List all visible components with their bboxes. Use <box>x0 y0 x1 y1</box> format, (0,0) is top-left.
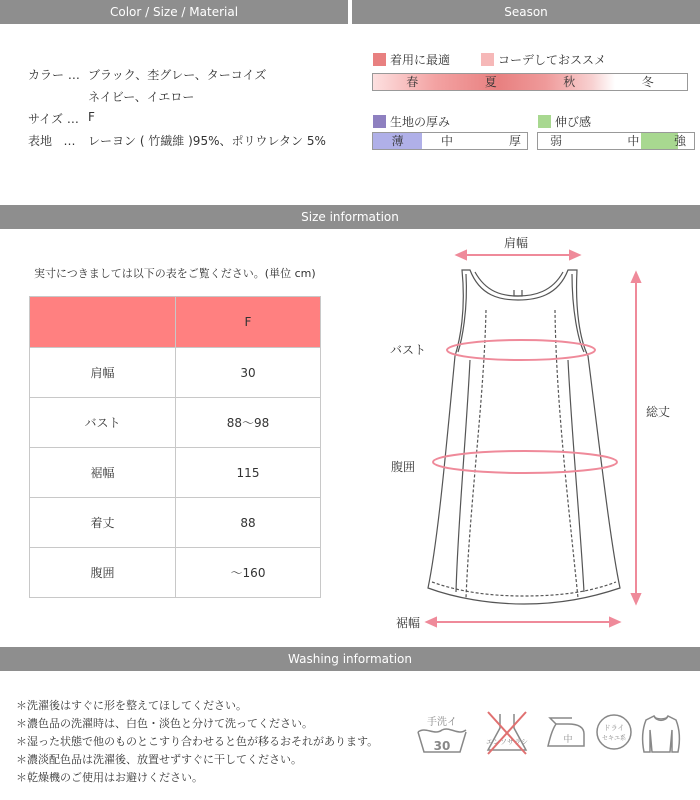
legend-coord-label: コーデしておススメ <box>498 53 607 67</box>
row-label: バスト <box>30 398 176 448</box>
row-value: 30 <box>176 348 321 398</box>
season-scale <box>372 73 688 91</box>
stretch-swatch <box>538 115 551 128</box>
season-spring: 春 <box>406 75 419 89</box>
dryclean-icon <box>594 712 634 752</box>
season-autumn: 秋 <box>563 75 576 89</box>
stretch-label: 伸び感 <box>555 115 592 129</box>
washing-note: ＊洗濯後はすぐに形を整えてほしてください。 <box>16 699 247 712</box>
size-table <box>29 296 321 598</box>
thickness-swatch <box>373 115 386 128</box>
season-winter: 冬 <box>641 75 654 89</box>
table-column-f: F <box>176 297 321 348</box>
table-row <box>30 548 321 598</box>
legend-best <box>373 51 450 68</box>
dry-sub-label: セキユ系 <box>601 735 627 742</box>
coord-swatch <box>481 53 494 66</box>
table-row <box>30 498 321 548</box>
stretch-scale <box>537 132 695 150</box>
legend-best-label: 着用に最適 <box>390 53 451 67</box>
stretch-weak: 弱 <box>550 134 563 148</box>
color-value: ブラック、杢グレー、ターコイズ <box>88 68 267 82</box>
legend-thickness <box>373 113 450 130</box>
table-row <box>30 398 321 448</box>
row-label: 裾幅 <box>30 448 176 498</box>
season-summer: 夏 <box>484 75 497 89</box>
diagram-label-length: 総丈 <box>646 405 671 419</box>
best-swatch <box>373 53 386 66</box>
row-value: 115 <box>176 448 321 498</box>
size-value: F <box>88 110 95 124</box>
row-value: 88〜98 <box>176 398 321 448</box>
handwash-label: 手洗イ <box>427 717 457 728</box>
season-header: Season <box>352 0 700 24</box>
separator: … <box>63 134 76 148</box>
bleach-label: エンソサラシ <box>486 738 528 746</box>
table-header-row <box>30 297 321 348</box>
thickness-thick: 厚 <box>508 134 521 148</box>
diagram-label-bust: バスト <box>390 343 427 357</box>
dry-label: ドライ <box>603 724 625 732</box>
separator: … <box>66 112 79 126</box>
diagram-label-shoulder: 肩幅 <box>504 236 529 250</box>
material-header: Color / Size / Material <box>0 0 348 24</box>
stretch-strong: 強 <box>641 133 694 149</box>
row-value: 〜160 <box>176 548 321 598</box>
iron-icon <box>542 712 590 752</box>
size-label: サイズ <box>28 112 64 126</box>
row-label: 腹囲 <box>30 548 176 598</box>
washing-note: ＊濃淡配色品は洗濯後、放置せずすぐに干してください。 <box>16 753 302 766</box>
thickness-mid: 中 <box>440 134 453 148</box>
handwash-temp: 30 <box>433 739 451 753</box>
size-note: 実寸につきましては以下の表をご覧ください。(単位 cm) <box>34 267 316 280</box>
size-header: Size information <box>0 205 700 229</box>
color-value-2: ネイビー、イエロー <box>88 90 195 104</box>
iron-label: 中 <box>563 735 573 745</box>
legend-coord <box>481 51 606 68</box>
row-label: 肩幅 <box>30 348 176 398</box>
flat-dry-sweater-icon <box>638 710 684 756</box>
separator: … <box>67 68 80 82</box>
washing-note: ＊湿った状態で他のものとこすり合わせると色が移るおそれがあります。 <box>16 735 379 748</box>
row-label: 着丈 <box>30 498 176 548</box>
thickness-label: 生地の厚み <box>390 115 451 129</box>
diagram-label-waist: 腹囲 <box>391 460 416 474</box>
diagram-label-hem: 裾幅 <box>396 616 421 630</box>
thickness-thin: 薄 <box>373 133 422 149</box>
legend-stretch <box>538 113 591 130</box>
thickness-scale <box>372 132 528 150</box>
color-label: カラー <box>28 68 65 82</box>
table-row <box>30 348 321 398</box>
dress-diagram <box>380 230 700 640</box>
table-corner <box>30 297 176 348</box>
fabric-value: レーヨン ( 竹繊維 )95%、ポリウレタン 5% <box>88 134 326 148</box>
stretch-mid: 中 <box>627 134 640 148</box>
washing-notes <box>16 697 378 787</box>
fabric-label: 表地 <box>28 134 53 148</box>
washing-note: ＊乾燥機のご使用はお避けください。 <box>16 771 203 784</box>
washing-header: Washing information <box>0 647 700 671</box>
no-bleach-icon <box>482 708 532 758</box>
handwash-icon <box>412 708 472 758</box>
table-row <box>30 448 321 498</box>
row-value: 88 <box>176 498 321 548</box>
washing-note: ＊濃色品の洗濯時は、白色・淡色と分けて洗ってください。 <box>16 717 313 730</box>
